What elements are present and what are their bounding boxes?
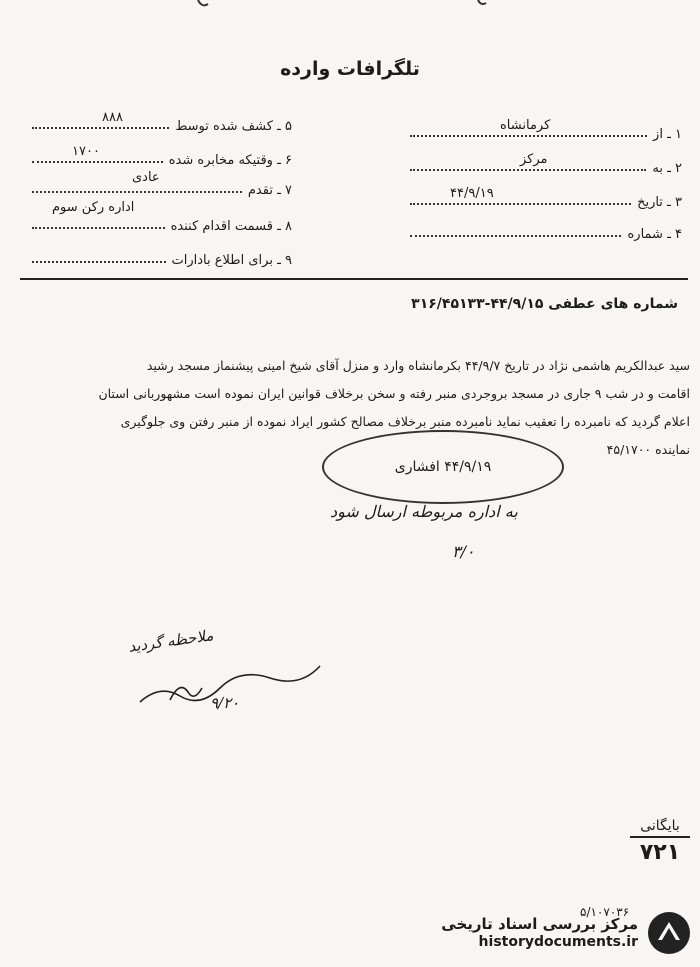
header-divider	[20, 278, 688, 280]
field-date	[410, 188, 682, 210]
field-from	[410, 120, 682, 142]
field-label: ۹ ـ برای اطلاع بادارات	[171, 253, 292, 268]
top-edge-marks	[0, 0, 700, 14]
field-label: ۳ ـ تاریخ	[637, 195, 682, 210]
field-sent-time	[32, 146, 292, 168]
watermark-url: historydocuments.ir	[478, 934, 638, 950]
archive-label: بایگانی	[640, 818, 680, 834]
body-line: نماینده ۴۵/۱۷۰۰	[606, 442, 690, 457]
archive-logo-icon	[646, 910, 692, 956]
field-value: اداره رکن سوم	[52, 200, 135, 215]
field-number	[410, 220, 682, 242]
body-line: اقامت و در شب ۹ جاری در مسجد بروجردی منبر رفته و سخن برخلاف قوانین ایران نموده است مشهوربانی استان	[98, 386, 690, 401]
field-label: ۲ ـ به	[652, 161, 682, 176]
handwritten-note: ۹/۲۰	[210, 694, 240, 712]
field-decoded-by	[32, 112, 292, 134]
field-label: ۴ ـ شماره	[627, 227, 682, 242]
field-label: ۵ ـ کشف شده توسط	[175, 119, 292, 134]
archive-number: ۷۲۱	[630, 836, 690, 865]
field-to	[410, 154, 682, 176]
field-label: ۶ ـ وقتیکه مخابره شده	[168, 153, 292, 168]
field-priority	[32, 170, 292, 198]
field-value: عادی	[132, 170, 160, 185]
field-value: مرکز	[520, 152, 548, 167]
handwritten-note: ملاحظه گردید	[127, 626, 215, 656]
oval-stamp: ۴۴/۹/۱۹ افشاری	[322, 430, 564, 504]
field-value: ۴۴/۹/۱۹	[450, 186, 494, 201]
body-line: سید عبدالکریم هاشمی نژاد در تاریخ ۴۴/۹/۷ بکرمانشاه وارد و منزل آقای شیخ امینی پیشنماز مسجد رشید	[146, 358, 690, 373]
body-line: اعلام گردید که نامبرده را تعقیب نماید نامبرده منبر برخلاف مصالح کشور ایراد نموده از منبر رفتن وی جلوگیری	[120, 414, 690, 429]
document-footer-number: ۵/۱۰۷۰۳۶	[580, 905, 630, 919]
field-value: ۸۸۸	[102, 110, 123, 125]
field-label: ۷ ـ تقدم	[247, 183, 292, 198]
watermark-title: مرکز بررسی اسناد تاریخی	[441, 915, 638, 933]
field-value: ۱۷۰۰	[72, 144, 100, 159]
document-title: تلگرافات وارده	[280, 58, 420, 80]
handwritten-note: ۳/۰	[452, 542, 475, 561]
field-value: کرمانشاه	[500, 118, 551, 133]
field-label: ۸ ـ قسمت اقدام کننده	[170, 219, 292, 234]
watermark	[420, 905, 692, 961]
archive-mark	[630, 818, 690, 865]
handwritten-note: به اداره مربوطه ارسال شود	[330, 502, 518, 521]
reference-numbers: شماره های عطفی ۴۴/۹/۱۵-۳۱۶/۴۵۱۳۳	[411, 296, 678, 312]
field-label: ۱ ـ از	[653, 127, 682, 142]
field-action-unit	[32, 200, 292, 234]
field-inform-offices	[32, 246, 292, 268]
